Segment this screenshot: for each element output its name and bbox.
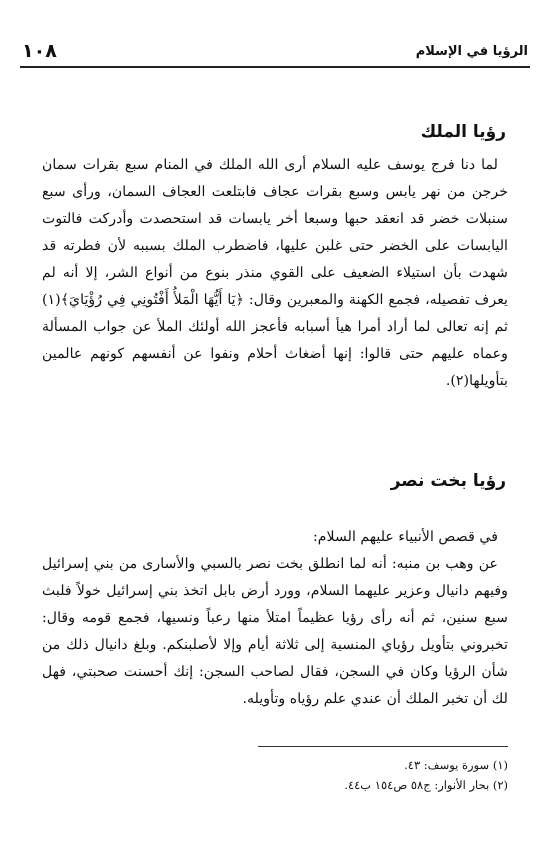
footnote-1: (١) سورة يوسف: ٤٣. [404, 758, 508, 772]
section-heading-king-dream: رؤيا الملك [420, 122, 506, 142]
running-header [20, 40, 530, 68]
footnote-2: (٢) بحار الأنوار: ج٥٨ ص١٥٤ ب٤٤. [344, 778, 508, 792]
paragraph-nebuchadnezzar-dream [42, 551, 508, 713]
paragraph-text: عن وهب بن منبه: أنه لما انطلق بخت نصر بالسبي والأسارى من بني إسرائيل وفيهم دانيال وعزير عليهما السلام، وورد أرض بابل اتخذ بني إسرائيل خولاً فلبث سبع سنين، ثم أنه رأى رؤيا عظيماً امتلأ منها رعباً ونسيها، فجمع قومه وقال: تخبروني بتأويل رؤياي المنسية إلى ثلاثة أيام وإلا لأصلبنكم. وبلغ دانيال ذلك من شأن الرؤيا وكان في السجن، فقال لصاحب السجن: إنك أحسنت صحبتي، فهل لك أن تخبر الملك أن عندي علم رؤياه وتأويله. [42, 556, 508, 707]
paragraph-king-dream [42, 152, 508, 395]
intro-line [42, 524, 508, 551]
intro-text: في قصص الأنبياء عليهم السلام: [312, 529, 498, 545]
book-title: الرؤيا في الإسلام [415, 44, 528, 59]
page-number: ١٠٨ [22, 40, 57, 62]
footnote-divider [258, 746, 508, 747]
section-heading-nebuchadnezzar-dream: رؤيا بخت نصر [390, 471, 506, 491]
paragraph-text: لما دنا فرج يوسف عليه السلام أرى الله الملك في المنام سبع بقرات سمان خرجن من نهر يابس وسبع بقرات عجاف فابتلعت العجاف السمان، ورأى سبع سنبلات خضر قد انعقد حبها وسبعا أخر يابسات قد استحصدت وأدركت فالتوت اليابسات على الخضر حتى غلبن عليها، فاضطرب الملك بسببه لأن فطرته قد شهدت بأن استيلاء الضعيف على القوي منذر بنوع من أنواع الشر، إلا أنه لم يعرف تفصيله، فجمع الكهنة والمعبرين وقال: ﴿يَا أَيُّهَا الْمَلأُ أَفْتُونِي فِي رُؤْيَايَ﴾(١) ثم إنه تعالى لما أراد أمرا هيأ أسبابه فأعجز الله أولئك الملأ عن جواب المسألة وعماه عليهم حتى قالوا: إنها أضغاث أحلام ونفوا عن أنفسهم كونهم عالمين بتأويلها(٢). [42, 157, 508, 389]
